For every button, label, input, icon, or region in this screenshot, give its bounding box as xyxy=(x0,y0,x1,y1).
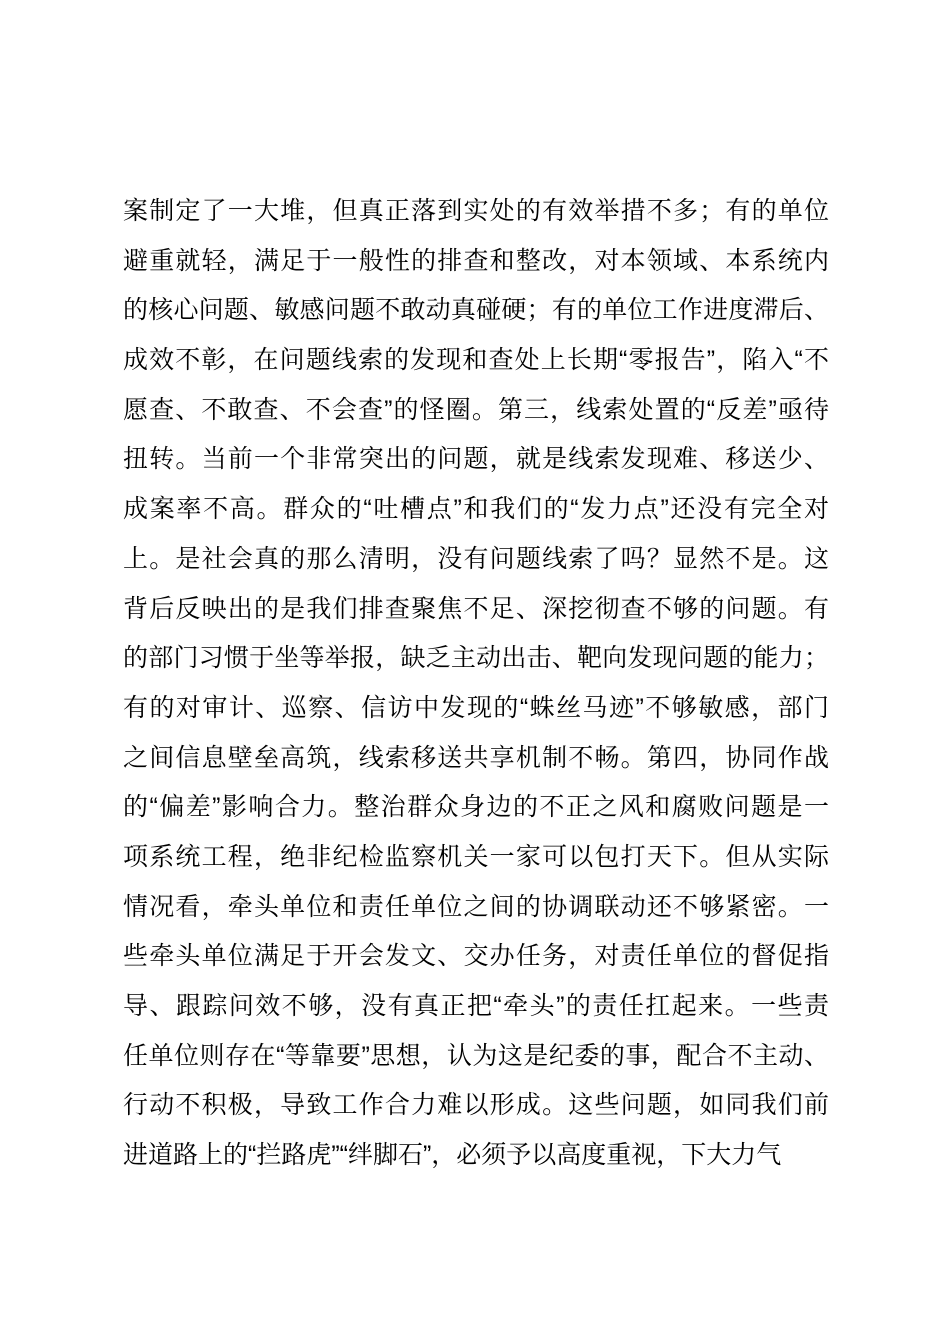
text-line: 行动不积极，导致工作合力难以形成。这些问题，如同我们前 xyxy=(123,1091,829,1120)
text-line: 背后反映出的是我们排查聚焦不足、深挖彻查不够的问题。有 xyxy=(123,594,829,623)
text-line: 上。是社会真的那么清明，没有问题线索了吗？显然不是。这 xyxy=(123,544,829,573)
text-line: 之间信息壁垒高筑，线索移送共享机制不畅。第四，协同作战 xyxy=(123,743,829,772)
text-line: 任单位则存在“等靠要”思想，认为这是纪委的事，配合不主动、 xyxy=(123,1041,829,1070)
text-line: 项系统工程，绝非纪检监察机关一家可以包打天下。但从实际 xyxy=(123,842,829,871)
text-line: 导、跟踪问效不够，没有真正把“牵头”的责任扛起来。一些责 xyxy=(123,992,829,1020)
text-line: 有的对审计、巡察、信访中发现的“蛛丝马迹”不够敏感，部门 xyxy=(123,693,829,722)
text-line: 进道路上的“拦路虎”“绊脚石”，必须予以高度重视，下大力气 xyxy=(123,1141,782,1170)
text-line: 扭转。当前一个非常突出的问题，就是线索发现难、移送少、 xyxy=(123,445,829,474)
text-line: 成案率不高。群众的“吐槽点”和我们的“发力点”还没有完全对 xyxy=(123,495,829,524)
text-line: 些牵头单位满足于开会发文、交办任务，对责任单位的督促指 xyxy=(123,942,829,971)
text-line: 避重就轻，满足于一般性的排查和整改，对本领域、本系统内 xyxy=(123,246,829,275)
text-line: 愿查、不敢查、不会查”的怪圈。第三，线索处置的“反差”亟待 xyxy=(123,395,829,424)
text-line: 的“偏差”影响合力。整治群众身边的不正之风和腐败问题是一 xyxy=(123,793,829,822)
text-line: 案制定了一大堆，但真正落到实处的有效举措不多；有的单位 xyxy=(123,197,829,225)
text-line: 情况看，牵头单位和责任单位之间的协调联动还不够紧密。一 xyxy=(123,892,829,921)
text-line: 的部门习惯于坐等举报，缺乏主动出击、靶向发现问题的能力； xyxy=(123,644,829,673)
document-text xyxy=(123,187,829,1181)
text-line: 成效不彰，在问题线索的发现和查处上长期“零报告”，陷入“不 xyxy=(123,346,829,375)
text-line: 的核心问题、敏感问题不敢动真碰硬；有的单位工作进度滞后、 xyxy=(123,296,829,325)
